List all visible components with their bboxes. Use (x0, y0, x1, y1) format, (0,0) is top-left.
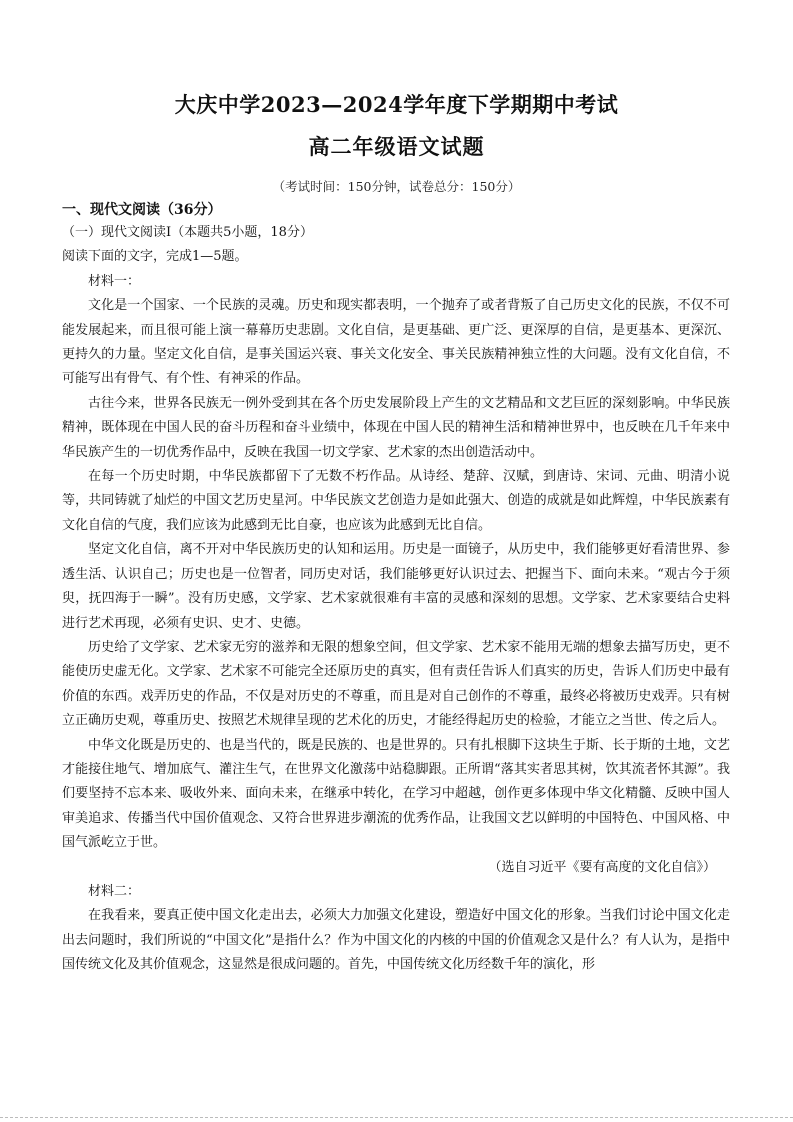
exam-title: 大庆中学2023—2024学年度下学期期中考试 (174, 92, 619, 117)
section-subheading: （一）现代文阅读Ⅰ（本题共5小题，18分） (62, 225, 313, 240)
material-1-paragraph: 历史给了文学家、艺术家无穷的滋养和无限的想象空间，但文学家、艺术家不能用无端的想象去描写历史，更不能使历史虚无化。文学家、艺术家不可能完全还原历史的真实，但有责任告诉人们真实的历史，告诉人们历史中最有价值的东西。戏弄历史的作品，不仅是对历史的不尊重，而且是对自己创作的不尊重，最终必将被历史戏弄。只有树立正确历史观，尊重历史、按照艺术规律呈现的艺术化的历史，才能经得起历史的检验，才能立之当世、传之后人。 (62, 639, 730, 729)
material-2-label: 材料二： (88, 883, 141, 899)
material-1-paragraph: 文化是一个国家、一个民族的灵魂。历史和现实都表明，一个抛弃了或者背叛了自己历史文化的民族，不仅不可能发展起来，而且很可能上演一幕幕历史悲剧。文化自信，是更基础、更广泛、更深厚的自信，是更基本、更深沉、更持久的力量。坚定文化自信，是事关国运兴衰、事关文化安全、事关民族精神独立性的大问题。没有文化自信，不可能写出有骨气、有个性、有神采的作品。 (62, 298, 730, 387)
material-1-paragraph: 中华文化既是历史的、也是当代的，既是民族的、也是世界的。只有扎根脚下这块生于斯、长于斯的土地，文艺才能接住地气、增加底气、灌注生气，在世界文化激荡中站稳脚跟。正所谓“落其实者思其树，饮其流者怀其源”。我们要坚持不忘本来、吸收外来、面向未来，在继承中转化，在学习中超越，创作更多体现中华文化精髓、反映中国人审美追求、传播当代中国价值观念、又符合世界进步潮流的优秀作品，让我国文艺以鲜明的中国特色、中国风格、中国气派屹立于世。 (62, 737, 730, 851)
page-bottom-divider (0, 1117, 793, 1118)
exam-subtitle: 高二年级语文试题 (308, 134, 485, 159)
section-instruction: 阅读下面的文字，完成1—5题。 (62, 249, 248, 265)
material-2-paragraph: 在我看来，要真正使中国文化走出去，必须大力加强文化建设，塑造好中国文化的形象。当我们讨论中国文化走出去问题时，我们所说的“中国文化”是指什么？作为中国文化的内核的中国的价值观念又是什么？有人认为，是指中国传统文化及其价值观念，这显然是很成问题的。首先，中国传统文化历经数千年的演化，形 (62, 908, 730, 973)
material-1-source: （选自习近平《要有高度的文化自信》） (488, 859, 716, 875)
exam-info: （考试时间：150分钟，试卷总分：150分） (272, 179, 521, 194)
reading-section (62, 199, 730, 978)
section-heading: 一、现代文阅读（36分） (62, 202, 222, 218)
material-1-paragraph: 坚定文化自信，离不开对中华民族历史的认知和运用。历史是一面镜子，从历史中，我们能够更好看清世界、参透生活、认识自己；历史也是一位智者，同历史对话，我们能够更好认识过去、把握当下、面向未来。“观古今于须臾，抚四海于一瞬”。没有历史感，文学家、艺术家就很难有丰富的灵感和深刻的思想。文学家、艺术家要结合史料进行艺术再现，必须有史识、史才、史德。 (62, 542, 730, 631)
material-1-paragraph: 古往今来，世界各民族无一例外受到其在各个历史发展阶段上产生的文艺精品和文艺巨匠的深刻影响。中华民族精神，既体现在中国人民的奋斗历程和奋斗业绩中，体现在中国人民的精神生活和精神世界中，也反映在几千年来中华民族产生的一切优秀作品中，反映在我国一切文学家、艺术家的杰出创造活动中。 (62, 395, 730, 460)
material-1-paragraph: 在每一个历史时期，中华民族都留下了无数不朽作品。从诗经、楚辞、汉赋，到唐诗、宋词、元曲、明清小说等，共同铸就了灿烂的中国文艺历史星河。中华民族文艺创造力是如此强大、创造的成就是如此辉煌，中华民族素有文化自信的气度，我们应该为此感到无比自豪，也应该为此感到无比自信。 (62, 469, 730, 533)
material-1-label: 材料一： (88, 273, 141, 289)
